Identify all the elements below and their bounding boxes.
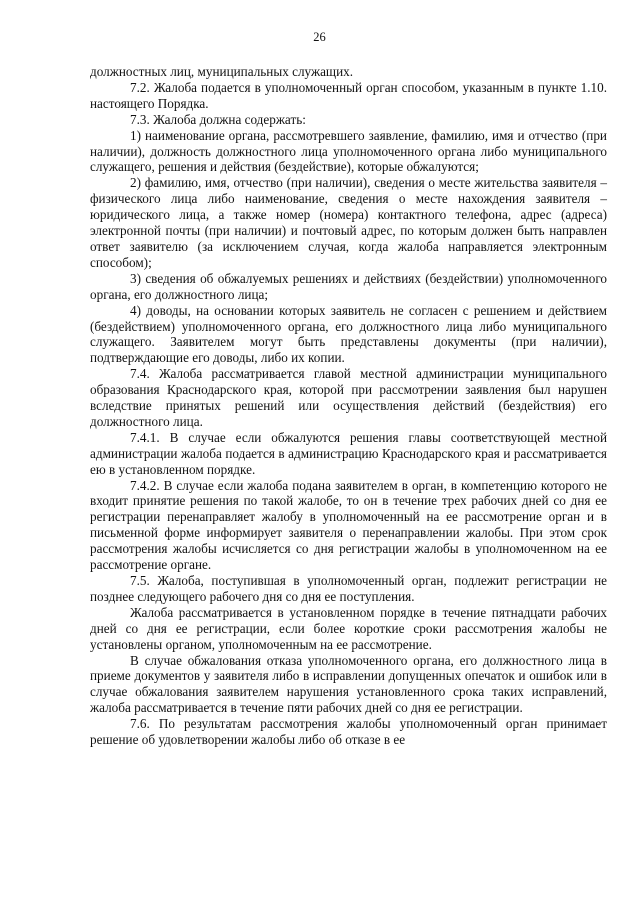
paragraph-7-3: 7.3. Жалоба должна содержать: (130, 111, 306, 127)
list-item-4: 4) доводы, на основании которых заявитель не согласен с решением и действием (бездействием) уполномоченного органа, его должностного лица либо муниципального служащего. Заявителем могут быть представлены документы (при наличии), подтверждающие его доводы, либо их копии. (90, 302, 607, 366)
paragraph-7-5: 7.5. Жалоба, поступившая в уполномоченный орган, подлежит регистрации не позднее следующего рабочего дня со дня ее поступления. (90, 573, 607, 604)
page-number: 26 (313, 30, 326, 44)
list-item-1: 1) наименование органа, рассмотревшего заявление, фамилию, имя и отчество (при наличии), должность должностного лица уполномоченного органа либо муниципального служащего, решения и действия (бездействие), которые обжалуются; (90, 127, 607, 175)
list-item-3: 3) сведения об обжалуемых решениях и действиях (бездействии) уполномоченного органа, его должностного лица; (90, 270, 607, 302)
paragraph-7-2: 7.2. Жалоба подается в уполномоченный орган способом, указанным в пункте 1.10. настоящего Порядка. (90, 79, 607, 111)
paragraph-review-term: Жалоба рассматривается в установленном порядке в течение пятнадцати рабочих дней со дня ее регистрации, если более короткие сроки рассмотрения жалобы не установлены органом, уполномоченным на ее рассмотрение. (90, 604, 607, 652)
paragraph-7-4-2: 7.4.2. В случае если жалоба подана заявителем в орган, в компетенцию которого не входит принятие решения по такой жалобе, то он в течение трех рабочих дней со дня ее регистрации перенаправляет жалобу в уполномоченный на ее рассмотрение орган и в письменной форме информирует заявителя о перенаправлении жалобы. При этом срок рассмотрения жалобы исчисляется со дня регистрации жалобы в уполномоченном на ее рассмотрение органе. (90, 477, 607, 573)
list-item-2: 2) фамилию, имя, отчество (при наличии), сведения о месте жительства заявителя – физического лица либо наименование, сведения о месте нахождения заявителя – юридического лица, а также номер (номера) контактного телефона, адрес (адреса) электронной почты (при наличии) и почтовый адрес, по которым должен быть направлен ответ заявителю (за исключением случая, когда жалоба направляется электронным способом); (90, 175, 607, 270)
paragraph-7-4-1: 7.4.1. В случае если обжалуются решения главы соответствующей местной администрации жалоба подается в администрацию Краснодарского края и рассматривается ею в установленном порядке. (90, 429, 607, 477)
paragraph-continuation: должностных лиц, муниципальных служащих. (90, 64, 354, 79)
paragraph-7-4: 7.4. Жалоба рассматривается главой местной администрации муниципального образования Краснодарского края, которой при рассмотрении заявления был нарушен вследствие принятых решений или осуществления действий (бездействия) его должностного лица. (90, 366, 607, 429)
paragraph-7-6: 7.6. По результатам рассмотрения жалобы уполномоченный орган принимает решение об удовлетворении жалобы либо об отказе в ее (90, 716, 607, 748)
paragraph-refusal-appeal: В случае обжалования отказа уполномоченного органа, его должностного лица в приеме документов у заявителя либо в исправлении допущенных опечаток и ошибок или в случае обжалования заявителем нарушения установленного срока таких исправлений, жалоба рассматривается в течение пяти рабочих дней со дня ее регистрации. (90, 652, 607, 716)
document-body (90, 64, 607, 748)
